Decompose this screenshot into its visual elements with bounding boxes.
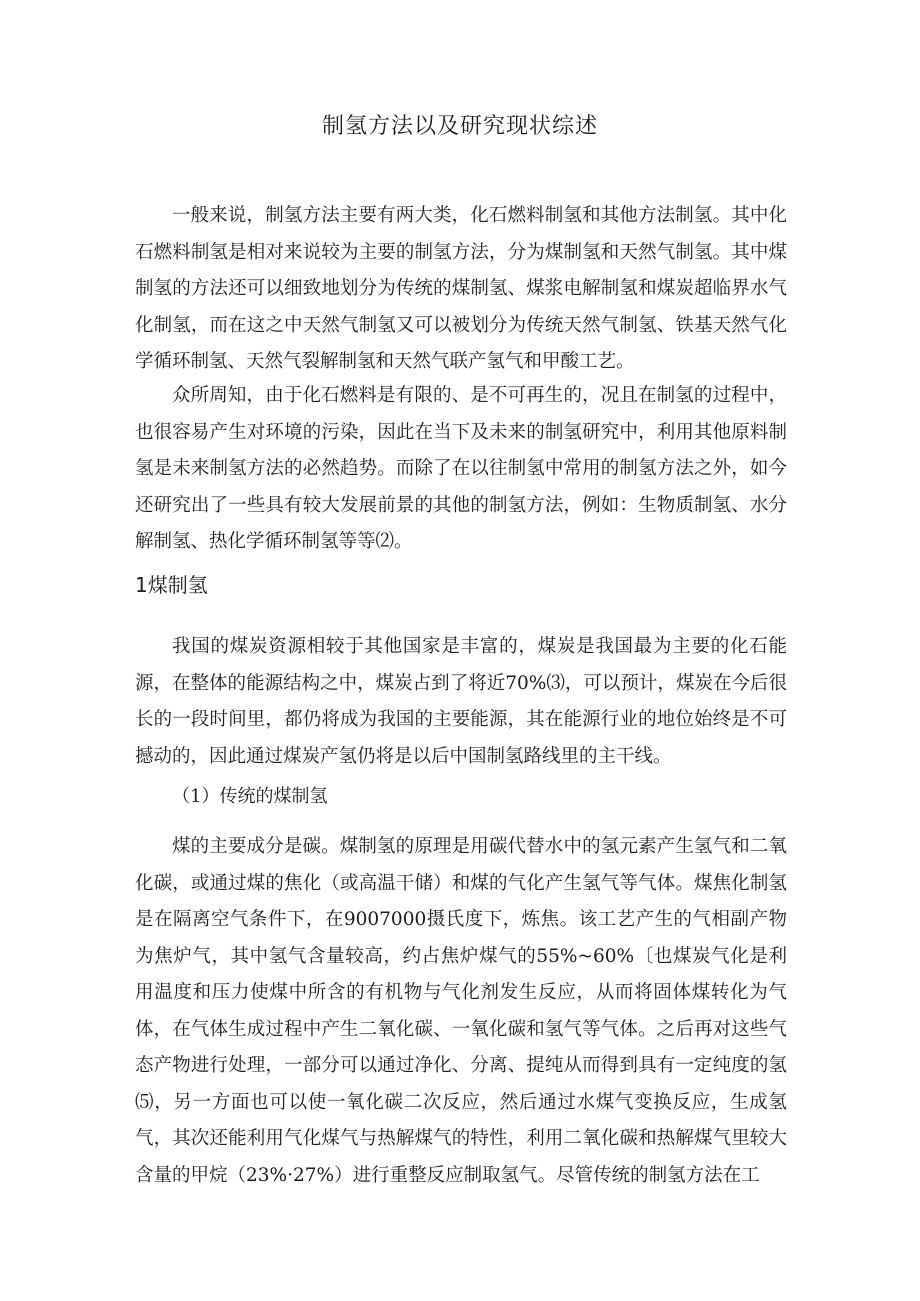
section-heading-coal-hydrogen: 1煤制氢 xyxy=(135,573,208,597)
paragraph-trend: 众所周知，由于化石燃料是有限的、是不可再生的，况且在制氢的过程中，也很容易产生对环境的污染，因此在当下及未来的制氢研究中，利用其他原料制氢是未来制氢方法的必然趋势。而除了在以往制氢中常用的制氢方法之外，如今还研究出了一些具有较大发展前景的其他的制氢方法，例如：生物质制氢、水分解制氢、热化学循环制氢等等⑵。 xyxy=(135,385,787,552)
paragraph-intro: 一般来说，制氢方法主要有两大类，化石燃料制氢和其他方法制氢。其中化石燃料制氢是相对来说较为主要的制氢方法，分为煤制氢和天然气制氢。其中煤制氢的方法还可以细致地划分为传统的煤制氢、煤浆电解制氢和煤炭超临界水气化制氢，而在这之中天然气制氢又可以被划分为传统天然气制氢、铁基天然气化学循环制氢、天然气裂解制氢和天然气联产氢气和甲酸工艺。 xyxy=(135,205,787,372)
document-title: 制氢方法以及研究现状综述 xyxy=(321,114,598,139)
paragraph-coal-process: 煤的主要成分是碳。煤制氢的原理是用碳代替水中的氢元素产生氢气和二氧化碳，或通过煤的焦化（或高温干储）和煤的气化产生氢气等气体。煤焦化制氢是在隔离空气条件下，在9007000摄氏度下，炼焦。该工艺产生的气相副产物为焦炉气，其中氢气含量较高，约占焦炉煤气的55%~60%〔也煤炭气化是利用温度和压力使煤中所含的有机物与气化剂发生反应，从而将固体煤转化为气体，在气体生成过程中产生二氧化碳、一氧化碳和氢气等气体。之后再对这些气态产物进行处理，一部分可以通过净化、分离、提纯从而得到具有一定纯度的氢⑸，另一方面也可以使一氧化碳二次反应，然后通过水煤气变换反应，生成氢气，其次还能利用气化煤气与热解煤气的特性，利用二氧化碳和热解煤气里较大含量的甲烷（23%·27%）进行重整反应制取氢气。尽管传统的制氢方法在工 xyxy=(135,836,787,1186)
subsection-heading-traditional-coal: （1）传统的煤制氢 xyxy=(172,786,328,807)
paragraph-coal-resources: 我国的煤炭资源相较于其他国家是丰富的，煤炭是我国最为主要的化石能源，在整体的能源结构之中，煤炭占到了将近70%⑶，可以预计，煤炭在今后很长的一段时间里，都仍将成为我国的主要能源，其在能源行业的地位始终是不可撼动的，因此通过煤炭产氢仍将是以后中国制氢路线里的主干线。 xyxy=(135,636,787,767)
